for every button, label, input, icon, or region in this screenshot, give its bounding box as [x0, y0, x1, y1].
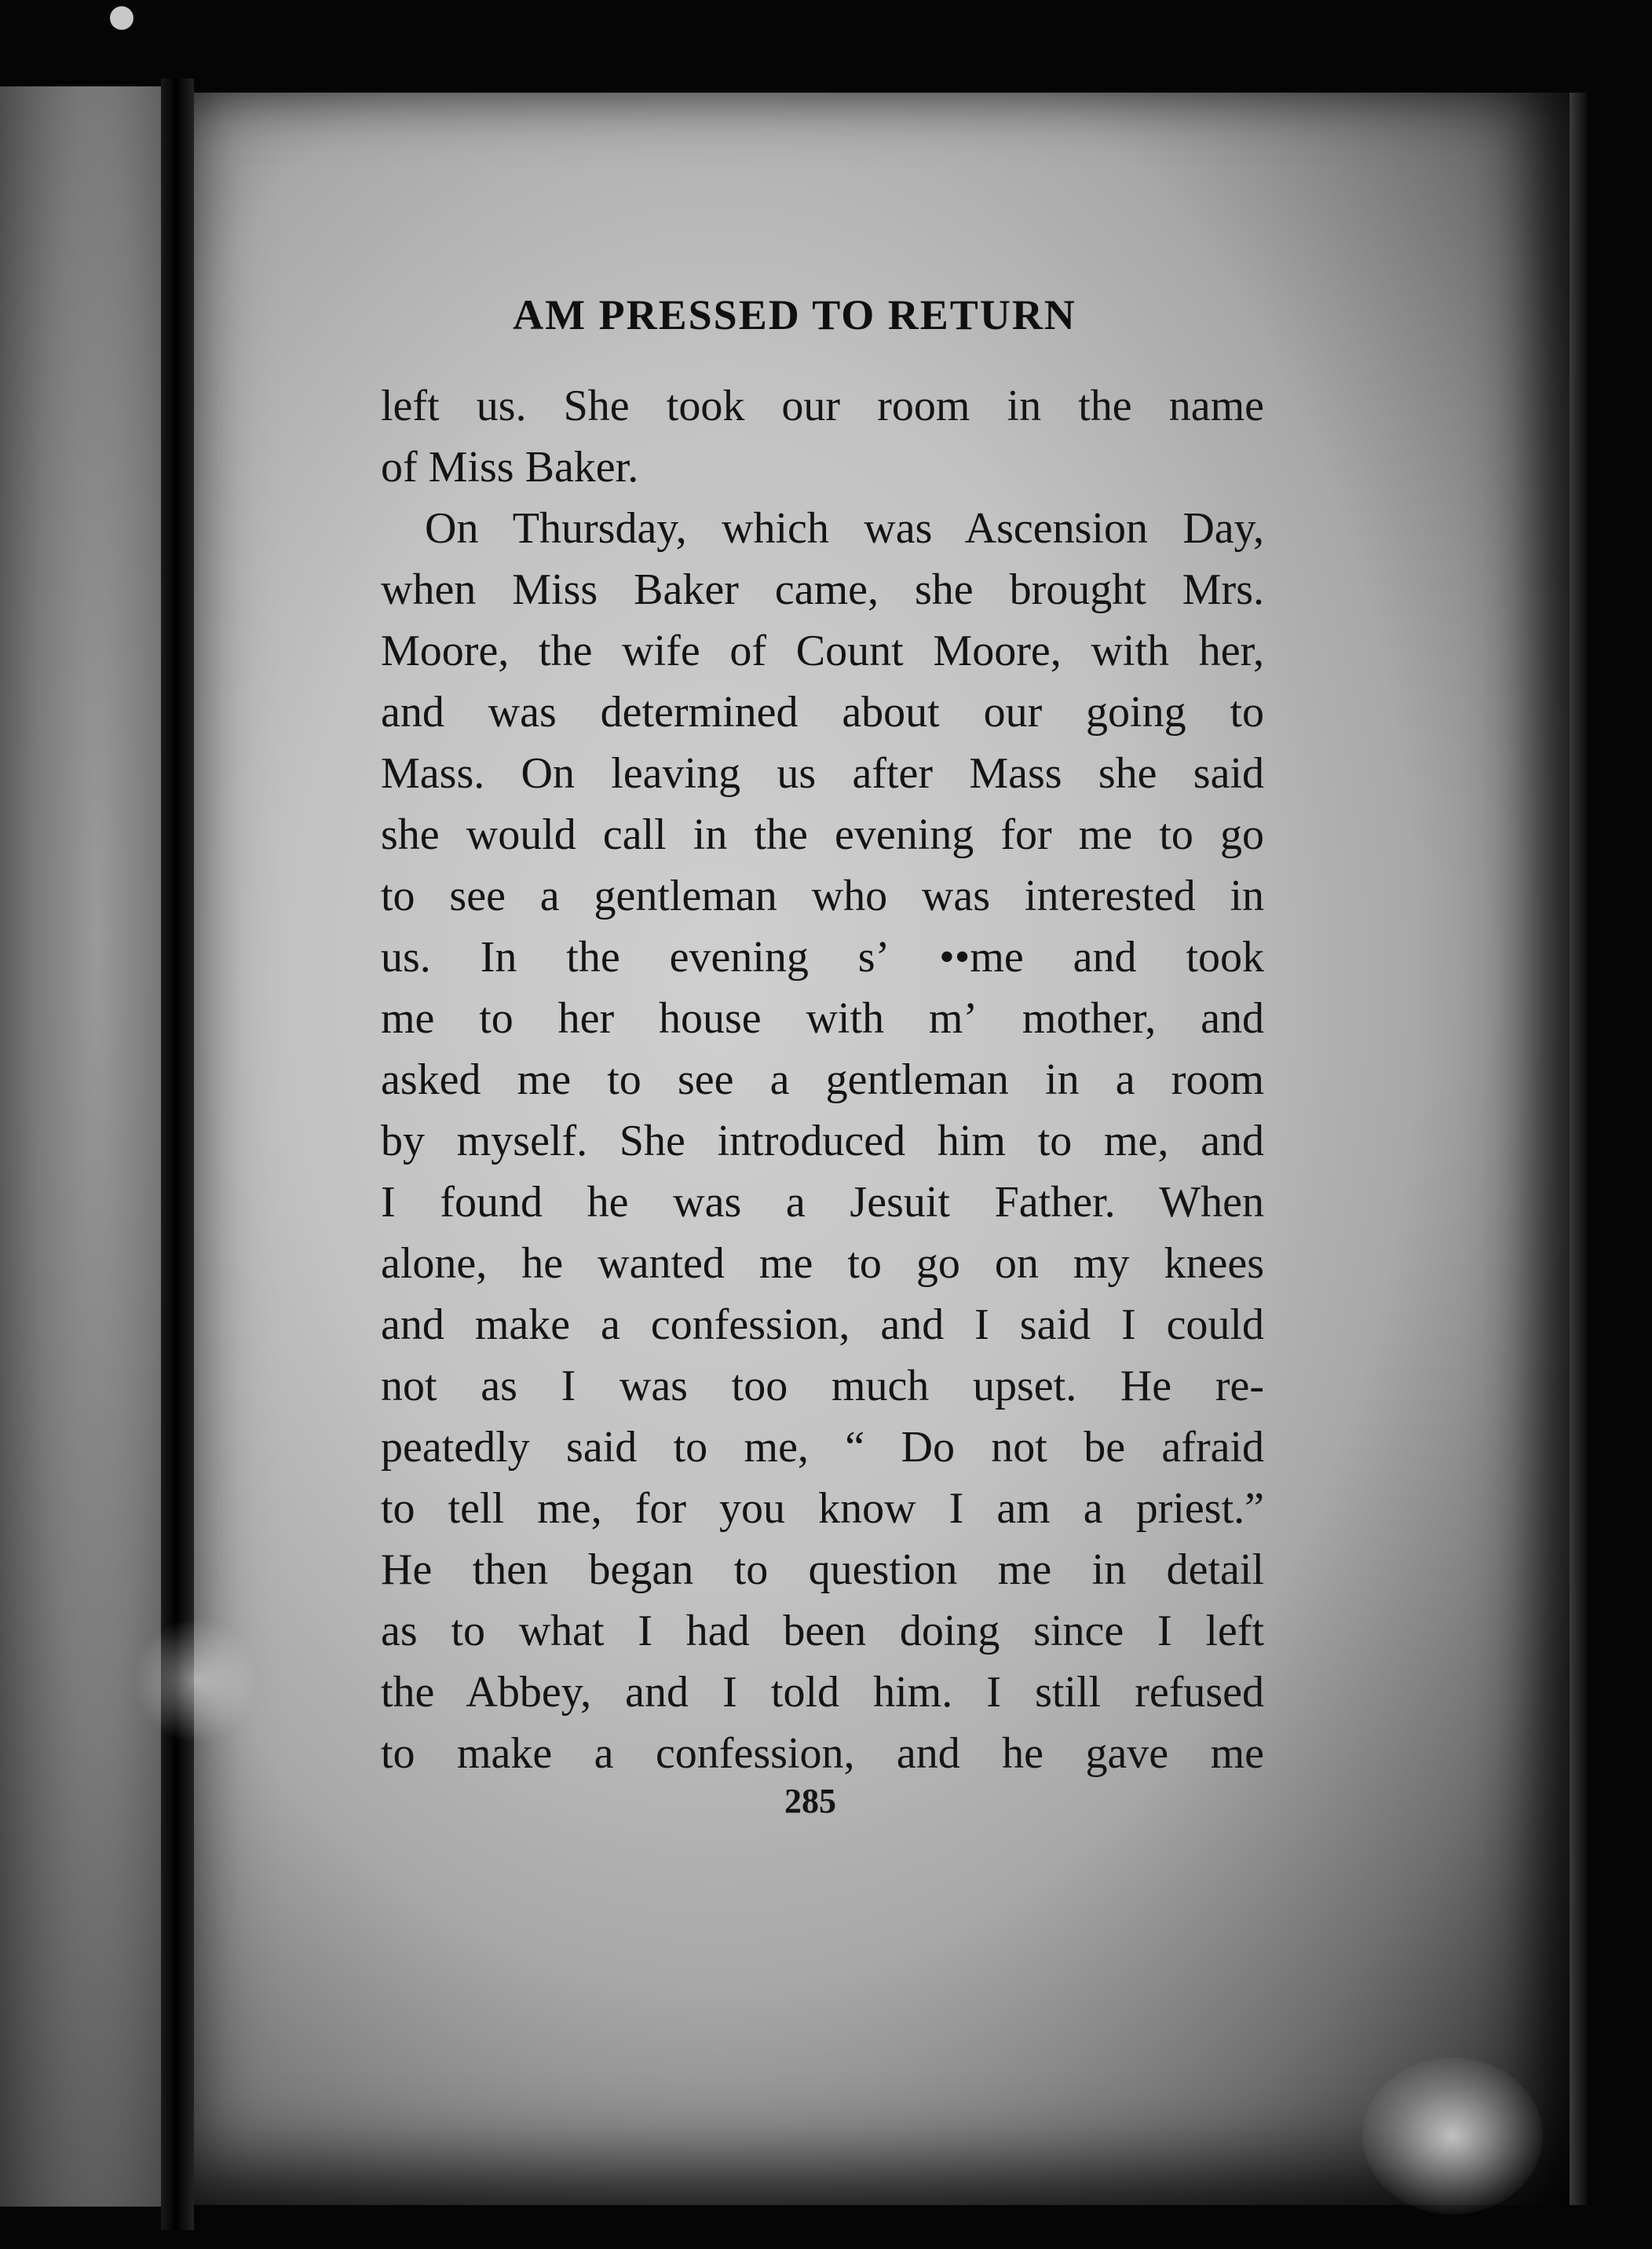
- text-line: when Miss Baker came, she brought Mrs.: [381, 565, 1264, 614]
- text-line: the Abbey, and I told him. I still refused: [381, 1668, 1264, 1717]
- text-line: to see a gentleman who was interested in: [381, 872, 1264, 920]
- text-line: peatedly said to me, “ Do not be afraid: [381, 1423, 1264, 1472]
- text-line: not as I was too much upset. He re-: [381, 1362, 1264, 1410]
- text-line: us. In the evening sʼ ••me and took: [381, 933, 1264, 982]
- text-line: of Miss Baker.: [381, 443, 639, 492]
- page-number: 285: [784, 1782, 836, 1820]
- text-line: Mass. On leaving us after Mass she said: [381, 749, 1264, 798]
- text-line: Moore, the wife of Count Moore, with her,: [381, 627, 1264, 675]
- body-text: [381, 375, 1264, 1784]
- text-line: alone, he wanted me to go on my knees: [381, 1239, 1264, 1288]
- book-gutter: [161, 79, 194, 2230]
- paper-stain: [1362, 2057, 1543, 2214]
- running-head: AM PRESSED TO RETURN: [513, 291, 1076, 338]
- dust-speck: [110, 6, 133, 30]
- text-line: and was determined about our going to: [381, 688, 1264, 737]
- text-line: On Thursday, which was Ascension Day,: [425, 504, 1264, 553]
- paper-blemish: [133, 1618, 259, 1743]
- text-line: asked me to see a gentleman in a room: [381, 1055, 1264, 1104]
- text-line: to tell me, for you know I am a priest.”: [381, 1484, 1264, 1533]
- text-line: as to what I had been doing since I left: [381, 1607, 1264, 1655]
- text-line: she would call in the evening for me to go: [381, 810, 1264, 859]
- page-edge: [1570, 93, 1587, 2205]
- text-line: left us. She took our room in the name: [381, 382, 1264, 430]
- text-line: I found he was a Jesuit Father. When: [381, 1178, 1264, 1227]
- text-line: He then began to question me in detail: [381, 1545, 1264, 1594]
- previous-page-strip: [0, 86, 161, 2207]
- text-line: and make a confession, and I said I could: [381, 1300, 1264, 1349]
- text-line: by myself. She introduced him to me, and: [381, 1117, 1264, 1165]
- text-line: to make a confession, and he gave me: [381, 1729, 1264, 1778]
- text-line: me to her house with mʼ mother, and: [381, 994, 1264, 1043]
